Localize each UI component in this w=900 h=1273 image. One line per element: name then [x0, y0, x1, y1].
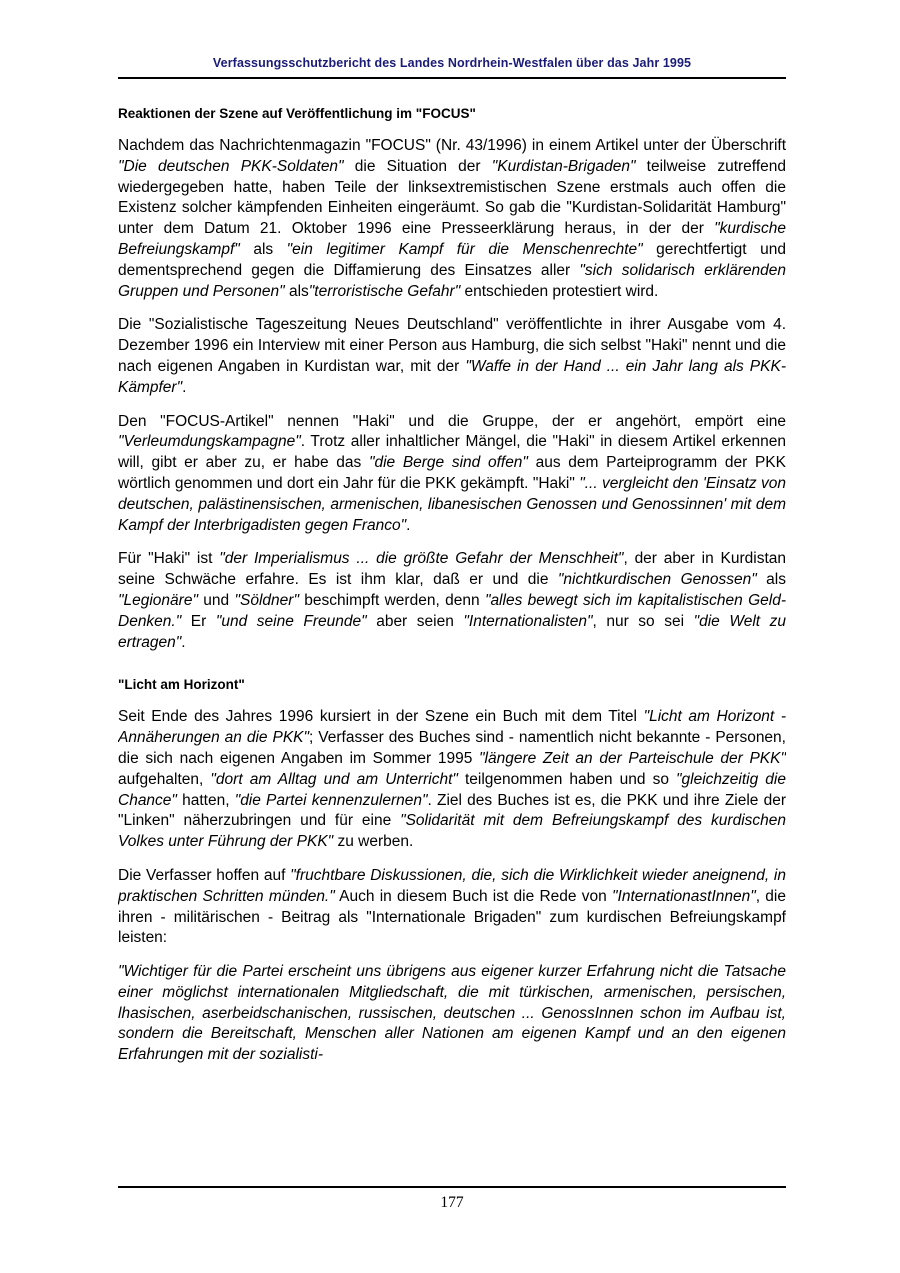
- paragraph: [118, 866, 786, 949]
- body-text: , nur so sei: [592, 612, 694, 630]
- quoted-text: "kurdische Befreiungskampf": [118, 220, 786, 258]
- quoted-text: "... vergleicht den 'Einsatz von deutschen, palästinensischen, armenischen, libanesischen Genossen und Genossinnen' mit dem Kampf der Interbrigadisten gegen Franco": [118, 474, 786, 534]
- body-text: teilgenommen haben und so: [457, 770, 677, 788]
- body-text: , der aber in Kurdistan seine Schwäche erfahre. Es ist ihm klar, daß er und die: [118, 550, 786, 589]
- body-text: hatten,: [176, 791, 235, 809]
- header-rule: [118, 77, 786, 79]
- body-text: als: [284, 282, 309, 300]
- body-text: entschieden protestiert wird.: [460, 282, 659, 300]
- paragraph: [118, 136, 786, 302]
- quoted-text: "fruchtbare Diskussionen, die, sich die Wirklichkeit wieder aneignend, in praktischen Schritten münden.": [118, 866, 786, 905]
- paragraph: [118, 707, 786, 853]
- body-text: aber seien: [366, 612, 464, 630]
- body-text: , die ihren - militärischen - Beitrag als "Internationale Brigaden" zum kurdischen Befreiungskampf leisten:: [118, 887, 786, 947]
- body-text: .: [406, 516, 411, 534]
- paragraph: [118, 962, 786, 1066]
- body-text: die Situation der: [343, 157, 492, 175]
- body-text: gerechtfertigt und dementsprechend gegen die Diffamierung des Einsatzes aller: [118, 240, 786, 279]
- quoted-text: "die Partei kennenzulernen": [234, 791, 428, 809]
- body-text: . Trotz aller inhaltlicher Mängel, die "Haki" in diesem Artikel erkennen will, gibt er aber zu, er habe das: [118, 433, 786, 472]
- page-header: [118, 56, 786, 79]
- quoted-text: "dort am Alltag und am Unterricht": [210, 770, 458, 788]
- quoted-text: "nichtkurdischen Genossen": [557, 571, 757, 589]
- quoted-text: "längere Zeit an der Parteischule der PKK": [479, 749, 786, 767]
- quoted-text: "die Berge sind offen": [368, 454, 528, 472]
- body-text: . Ziel des Buches ist es, die PKK und ihre Ziele der "Linken" näherzubringen und für eine: [118, 791, 786, 830]
- report-title: Verfassungsschutzbericht des Landes Nordrhein-Westfalen über das Jahr 1995: [212, 56, 692, 70]
- body-text: aufgehalten,: [118, 770, 211, 788]
- quoted-text: "Verleumdungskampagne": [118, 433, 301, 451]
- paragraph: [118, 412, 786, 537]
- paragraph: [118, 315, 786, 398]
- quoted-text: "terroristische Gefahr": [308, 282, 461, 300]
- body-text: Auch in diesem Buch ist die Rede von: [334, 887, 613, 905]
- page-number: 177: [440, 1194, 464, 1211]
- quoted-text: "der Imperialismus ... die größte Gefahr der Menschheit": [219, 550, 624, 568]
- footer-rule: [118, 1186, 786, 1188]
- body-text: .: [181, 633, 186, 651]
- body-text: ; Verfasser des Buches sind - namentlich nicht bekannte - Personen, die sich nach eigenen Angaben im Sommer 1995: [118, 729, 786, 767]
- quoted-text: "gleichzeitig die Chance": [118, 770, 786, 809]
- body-text: Die "Sozialistische Tageszeitung Neues Deutschland" veröffentlichte in ihrer Ausgabe vom 4. Dezember 1996 ein Interview mit einer Person aus Hamburg, die sich selbst "Haki" nennt und die nach eigenen Angaben in Kurdistan war, mit der: [118, 316, 786, 375]
- document-body: [118, 106, 786, 1079]
- body-text: teilweise zutreffend wiedergegeben hatte, haben Teile der linksextremistischen Szene erstmals auch offen die Existenz solcher kämpfenden Einheiten eingeräumt. So gab die "Kurdistan-Solidarität Hamburg" unter dem Datum 21. Oktober 1996 eine Presseerklärung heraus, in der der: [118, 157, 786, 238]
- quoted-text: "Legionäre": [118, 591, 198, 609]
- body-text: .: [182, 378, 187, 396]
- body-text: Den "FOCUS-Artikel" nennen "Haki" und die Gruppe, der er angehört, empört eine: [118, 412, 786, 430]
- body-text: als: [239, 240, 287, 258]
- quoted-text: "Die deutschen PKK-Soldaten": [118, 157, 344, 175]
- quoted-text: "Licht am Horizont - Annäherungen an die PKK": [118, 708, 786, 747]
- body-text: und: [197, 591, 235, 609]
- quoted-text: "Kurdistan-Brigaden": [491, 157, 636, 175]
- quoted-text: "Internationalisten": [463, 612, 593, 630]
- section-heading: "Licht am Horizont": [118, 677, 245, 693]
- quoted-text: "ein legitimer Kampf für die Menschenrechte": [286, 240, 643, 258]
- body-text: aus dem Parteiprogramm der PKK wörtlich genommen und dort ein Jahr für die PKK gekämpft. "Haki": [118, 454, 786, 492]
- body-text: Die Verfasser hoffen auf: [118, 866, 291, 884]
- body-text: als: [756, 571, 786, 589]
- quoted-text: "InternationastInnen": [612, 887, 756, 905]
- body-text: Er: [181, 612, 216, 630]
- quoted-text: "und seine Freunde": [215, 612, 367, 630]
- page-footer: [118, 1186, 786, 1212]
- quoted-text: "Waffe in der Hand ... ein Jahr lang als PKK-Kämpfer": [118, 357, 786, 396]
- paragraph: [118, 549, 786, 653]
- body-text: Seit Ende des Jahres 1996 kursiert in der Szene ein Buch mit dem Titel: [118, 708, 644, 726]
- quoted-text: "sich solidarisch erklärenden Gruppen und Personen": [118, 261, 786, 300]
- body-text: Für "Haki" ist: [118, 550, 220, 568]
- quoted-text: "alles bewegt sich im kapitalistischen Geld-Denken.": [118, 591, 786, 630]
- section-heading: Reaktionen der Szene auf Veröffentlichung im "FOCUS": [118, 106, 476, 121]
- body-text: Nachdem das Nachrichtenmagazin "FOCUS" (Nr. 43/1996) in einem Artikel unter der Überschrift: [118, 137, 786, 154]
- body-text: beschimpft werden, denn: [298, 591, 485, 609]
- quoted-text: "Solidarität mit dem Befreiungskampf des kurdischen Volkes unter Führung der PKK": [118, 812, 786, 851]
- quoted-text: "die Welt zu ertragen": [118, 612, 786, 651]
- quoted-text: "Wichtiger für die Partei erscheint uns übrigens aus eigener kurzer Erfahrung nicht die Tatsache einer möglichst internationalen Mitgliedschaft, die mit türkischen, armenischen, persischen, lhasischen, aserbeidschanischen, russischen, deutschen ... GenossInnen schon im Aufbau ist, sondern die Bereitschaft, Menschen aller Nationen am eigenen Kampf und an den eigenen Erfahrungen mit der sozialisti-: [118, 963, 786, 1064]
- quoted-text: "Söldner": [234, 591, 299, 609]
- body-text: zu werben.: [333, 833, 414, 851]
